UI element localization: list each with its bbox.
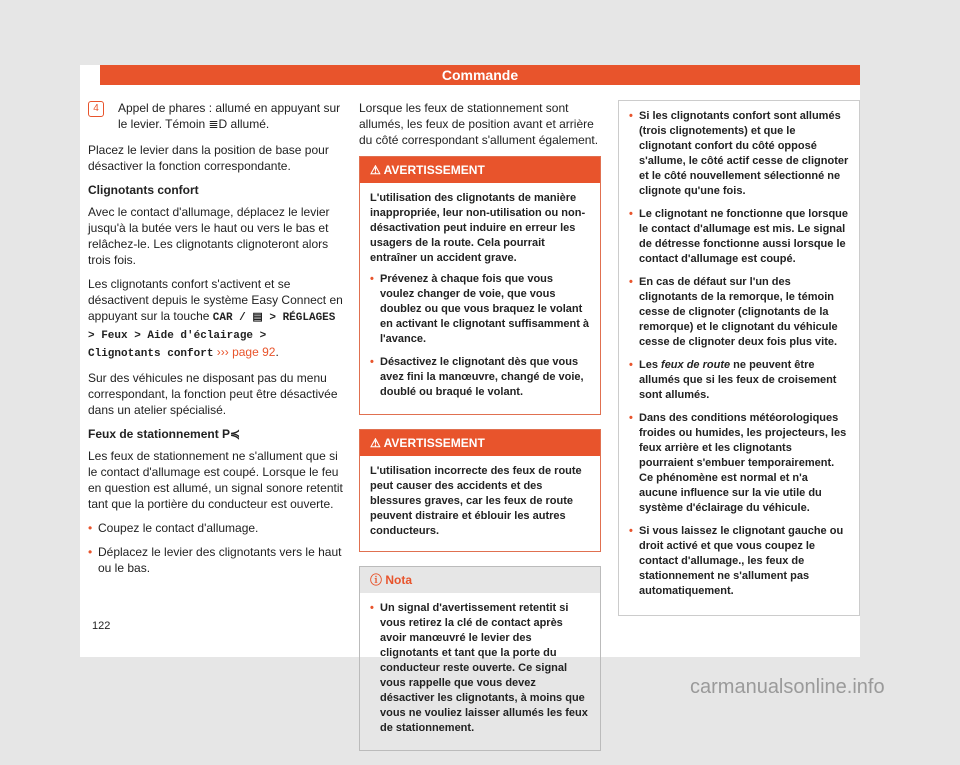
bullet-item: • Coupez le contact d'allumage. [88, 520, 343, 536]
paragraph: Placez le levier dans la position de base pour désactiver la fonction correspondante. [88, 143, 329, 173]
warning-text: L'utilisation des clignotants de manière inappropriée, leur non-utilisation ou non-désactivation peut induire en erreur les usagers de la route. Cela pourrait entraîner un accident grave. [370, 192, 586, 264]
warning-box-2 [359, 429, 601, 552]
numbered-item-4 [88, 100, 343, 132]
bullet-item: • Le clignotant ne fonctionne que lorsque le contact d'allumage est mis. Le signal de détresse fonctionne aussi lorsque le contact d'allumage est coupé. [629, 207, 849, 267]
paragraph: Lorsque les feux de stationnement sont allumés, les feux de position avant et arrière du côté correspondant s'allument également. [359, 101, 599, 147]
warning-triangle-icon: ⚠ [370, 436, 381, 450]
warning-header: ⚠ AVERTISSEMENT [360, 157, 600, 183]
column-middle [359, 100, 601, 765]
warning-text: L'utilisation incorrecte des feux de route peut causer des accidents et des blessures graves, car les feux de route peuvent distraire et éblouir les autres conducteurs. [370, 465, 582, 537]
heading-feux-stationnement: Feux de stationnement P≼ [88, 427, 241, 441]
bullet-item: • En cas de défaut sur l'un des clignotants de la remorque, le témoin cesse de clignoter (clignotants de la remorque) et le clignotant du véhicule cesse de clignoter deux fois plus vite. [629, 275, 849, 350]
note-header: ⓘ Nota [360, 567, 600, 593]
paragraph: Les feux de stationnement ne s'allument que si le contact d'allumage est coupé. Lorsque le feu en question est allumé, un signal sonore retentit tant que la portière du conducteur est ouverte. [88, 449, 343, 511]
bullet-item: • Les feux de route ne peuvent être allumés que si les feux de croisement sont allumés. [629, 358, 849, 403]
paragraph: Avec le contact d'allumage, déplacez le levier jusqu'à la butée vers le haut ou vers le bas et relâchez-le. Les clignotants clignoteront alors trois fois. [88, 205, 330, 267]
warning-box-1 [359, 156, 601, 415]
paragraph-menu-path: Les clignotants confort s'activent et se désactivent depuis le système Easy Connect en appuyant sur la touche CAR / ▤ > RÉGLAGES > Feux > Aide d'éclairage > Clignotants confort ››› page 92. [88, 277, 343, 360]
item-number-badge: 4 [88, 101, 104, 117]
heading-clignotants-confort: Clignotants confort [88, 183, 199, 197]
bullet-item: • Déplacez le levier des clignotants vers le haut ou le bas. [88, 544, 343, 576]
column-right [618, 100, 860, 616]
page-reference-link[interactable]: ››› page 92 [216, 345, 276, 359]
paragraph: Sur des véhicules ne disposant pas du menu correspondant, la fonction peut être désactivée dans un atelier spécialisé. [88, 371, 338, 417]
item-4-text: Appel de phares : allumé en appuyant sur le levier. Témoin ≣D allumé. [118, 101, 341, 131]
column-left [88, 100, 343, 584]
bullet-item: • Si vous laissez le clignotant gauche ou droit activé et que vous coupez le contact d'allumage., les feux de stationnement ne s'allument pas automatiquement. [629, 524, 849, 599]
page-number: 122 [92, 620, 111, 632]
note-continuation-box [618, 100, 860, 616]
note-box [359, 566, 601, 751]
warning-header: ⚠ AVERTISSEMENT [360, 430, 600, 456]
bullet-item: • Prévenez à chaque fois que vous voulez changer de voie, que vous doublez ou que vous braquez le volant en activant le clignotant suffisamment à l'avance. [370, 272, 590, 347]
bullet-item: • Dans des conditions météorologiques froides ou humides, les projecteurs, les feux arrière et les clignotants pourraient s'embuer temporairement. Ce phénomène est normal et n'a aucune influence sur la vie utile du système d'éclairage du véhicule. [629, 411, 849, 516]
menu-path: CAR / ▤ > RÉGLAGES > Feux > Aide d'éclairage > Clignotants confort [88, 312, 336, 360]
bullet-item: • Si les clignotants confort sont allumés (trois clignotements) et que le clignotant confort du côté opposé s'allume, le côté actif cesse de clignoter et le côté nouvellement sélectionné ne clignote qu'une fois. [629, 109, 849, 199]
warning-triangle-icon: ⚠ [370, 163, 381, 177]
section-header: Commande [100, 65, 860, 85]
bullet-item: • Désactivez le clignotant dès que vous avez fini la manœuvre, changé de voie, doublé ou braqué le volant. [370, 355, 590, 400]
note-info-icon: ⓘ [370, 573, 383, 587]
bullet-item: • Un signal d'avertissement retentit si vous retirez la clé de contact après avoir manœuvré le levier des clignotants et tant que la porte du conducteur reste ouverte. Ce signal vous rappelle que vous devez désactiver les clignotants, à moins que vous ne vouliez laisser allumés les feux de stationnement. [370, 601, 590, 736]
watermark: carmanualsonline.info [690, 676, 885, 698]
